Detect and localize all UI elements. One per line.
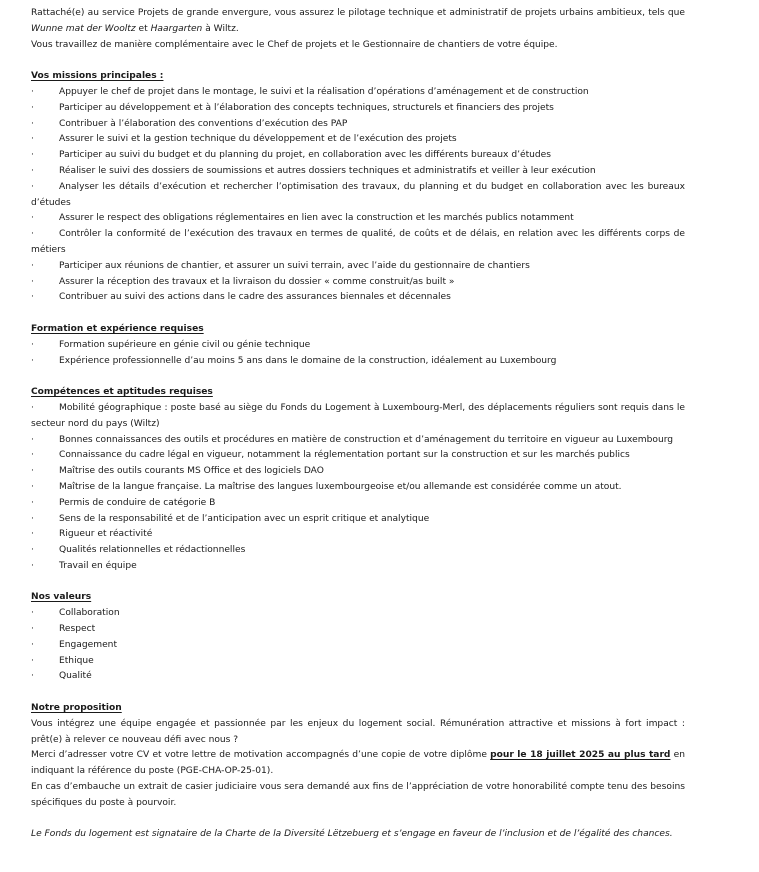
formation-heading: Formation et expérience requises (31, 323, 204, 334)
list-item-text: Formation supérieure en génie civil ou génie technique (59, 339, 311, 350)
bullet-icon: · (31, 134, 34, 145)
list-item-text: Rigueur et réactivité (59, 529, 153, 540)
list-item (31, 401, 685, 433)
list-item-text: Assurer la réception des travaux et la livraison du dossier « comme construit/as built » (59, 276, 455, 287)
intro-paragraph (31, 6, 685, 38)
bullet-icon: · (31, 481, 34, 492)
bullet-icon: · (31, 639, 34, 650)
missions-list (31, 85, 685, 306)
bullet-icon: · (31, 402, 34, 413)
list-item-text: Appuyer le chef de projet dans le montage, le suivi et la réalisation d’opérations d’aménagement et de construction (59, 86, 589, 97)
list-item-text: Contrôler la conformité de l’exécution des travaux en termes de qualité, de coûts et de délais, en relation avec les différents corps de métiers (31, 229, 685, 255)
bullet-icon: · (31, 86, 34, 97)
diversity-charter-note: Le Fonds du logement est signataire de la Charte de la Diversité Lëtzebuerg et s’engage en faveur de l’inclusion et de l’égalité des chances. (31, 829, 673, 840)
intro-text-end: à Wiltz. (202, 23, 239, 34)
list-item-text: Participer au développement et à l’élaboration des concepts techniques, structurels et financiers des projets (59, 102, 554, 113)
formation-list (31, 338, 685, 370)
project-name-haargarten: Haargarten (150, 23, 203, 34)
list-item (31, 132, 685, 148)
list-item-text: Collaboration (59, 608, 120, 619)
list-item (31, 559, 685, 575)
list-item-text: Mobilité géographique : poste basé au siège du Fonds du Logement à Luxembourg-Merl, des déplacements réguliers sont requis dans le secteur nord du pays (Wiltz) (31, 402, 685, 429)
list-item (31, 338, 685, 354)
list-item (31, 101, 685, 117)
bullet-icon: · (31, 339, 34, 350)
intro-team-line: Vous travaillez de manière complémentaire avec le Chef de projets et le Gestionnaire de chantiers de votre équipe. (31, 39, 558, 50)
bullet-icon: · (31, 102, 34, 113)
competences-list (31, 401, 685, 575)
list-item-text: Respect (59, 624, 96, 635)
list-item (31, 606, 685, 622)
bullet-icon: · (31, 545, 34, 556)
list-item (31, 354, 685, 370)
list-item-text: Expérience professionnelle d’au moins 5 ans dans le domaine de la construction, idéalement au Luxembourg (59, 355, 557, 366)
list-item (31, 117, 685, 133)
list-item (31, 148, 685, 164)
list-item (31, 464, 685, 480)
list-item (31, 290, 685, 306)
bullet-icon: · (31, 466, 34, 477)
intro-text-and: et (135, 23, 151, 34)
bullet-icon: · (31, 229, 34, 240)
bullet-icon: · (31, 450, 34, 461)
list-item (31, 654, 685, 670)
bullet-icon: · (31, 671, 34, 682)
list-item-text: Contribuer au suivi des actions dans le cadre des assurances biennales et décennales (59, 292, 451, 303)
list-item (31, 275, 685, 291)
list-item (31, 512, 685, 528)
list-item (31, 669, 685, 685)
list-item-text: Travail en équipe (59, 560, 137, 571)
list-item-text: Assurer le suivi et la gestion technique du développement et de l’exécution des projets (59, 134, 457, 145)
application-reference: en indiquant la référence du poste (PGE-CHA-OP-25-01). (31, 750, 686, 777)
bullet-icon: · (31, 434, 34, 445)
list-item (31, 259, 685, 275)
list-item-text: Assurer le respect des obligations réglementaires en lien avec la construction et les marchés publics notamment (59, 213, 574, 224)
application-text: Merci d’adresser votre CV et votre lettre de motivation accompagnés d’une copie de votre diplôme (31, 750, 491, 761)
list-item (31, 638, 685, 654)
bullet-icon: · (31, 165, 34, 176)
list-item (31, 180, 685, 212)
proposition-heading: Notre proposition (31, 703, 122, 714)
list-item (31, 527, 685, 543)
list-item-text: Réaliser le suivi des dossiers de soumissions et autres dossiers techniques et administratifs et veiller à leur exécution (59, 165, 596, 176)
list-item-text: Connaissance du cadre légal en vigueur, notamment la réglementation portant sur la construction et sur les marchés publics (59, 450, 630, 461)
list-item (31, 85, 685, 101)
valeurs-heading: Nos valeurs (31, 592, 92, 603)
list-item-text: Permis de conduire de catégorie B (59, 497, 216, 508)
application-deadline: pour le 18 juillet 2025 au plus tard (490, 750, 671, 761)
list-item (31, 211, 685, 227)
list-item (31, 164, 685, 180)
list-item-text: Participer aux réunions de chantier, et assurer un suivi terrain, avec l’aide du gestionnaire de chantiers (59, 260, 530, 271)
list-item-text: Participer au suivi du budget et du planning du projet, en collaboration avec les différents bureaux d’études (59, 150, 552, 161)
missions-heading: Vos missions principales : (31, 71, 164, 82)
bullet-icon: · (31, 213, 34, 224)
bullet-icon: · (31, 276, 34, 287)
list-item-text: Qualités relationnelles et rédactionnelles (59, 545, 246, 556)
bullet-icon: · (31, 497, 34, 508)
bullet-icon: · (31, 181, 34, 192)
intro-text: Rattaché(e) au service Projets de grande envergure, vous assurez le pilotage technique et administratif de projets urbains ambitieux, tels que (31, 8, 685, 18)
list-item-text: Analyser les détails d’exécution et rechercher l’optimisation des travaux, du planning et du budget en collaboration avec les bureaux d’études (31, 181, 685, 208)
project-name-wooltz: Wunne mat der Wooltz (31, 23, 136, 34)
list-item (31, 433, 685, 449)
bullet-icon: · (31, 560, 34, 571)
list-item (31, 622, 685, 638)
competences-heading: Compétences et aptitudes requises (31, 387, 213, 398)
bullet-icon: · (31, 355, 34, 366)
list-item-text: Bonnes connaissances des outils et procédures en matière de construction et d’aménagement du territoire en vigueur au Luxembourg (59, 434, 674, 445)
list-item-text: Maîtrise de la langue française. La maîtrise des langues luxembourgeoise et/ou allemande est considérée comme un atout. (59, 481, 622, 492)
list-item (31, 448, 685, 464)
list-item (31, 227, 685, 259)
bullet-icon: · (31, 529, 34, 540)
list-item-text: Engagement (59, 639, 118, 650)
list-item (31, 480, 685, 496)
valeurs-list (31, 606, 685, 685)
list-item (31, 543, 685, 559)
bullet-icon: · (31, 260, 34, 271)
list-item-text: Maîtrise des outils courants MS Office et des logiciels DAO (59, 466, 324, 477)
bullet-icon: · (31, 118, 34, 129)
proposition-paragraph: Vous intégrez une équipe engagée et passionnée par les enjeux du logement social. Rémunération attractive et missions à fort impact : prêt(e) à relever ce nouveau défi avec nous ? (31, 718, 685, 745)
bullet-icon: · (31, 513, 34, 524)
list-item-text: Ethique (59, 655, 94, 666)
bullet-icon: · (31, 608, 34, 619)
bullet-icon: · (31, 150, 34, 161)
list-item-text: Contribuer à l’élaboration des conventions d’exécution des PAP (59, 118, 348, 129)
application-paragraph (31, 748, 685, 780)
list-item-text: Sens de la responsabilité et de l’anticipation avec un esprit critique et analytique (59, 513, 430, 524)
criminal-record-paragraph: En cas d’embauche un extrait de casier judiciaire vous sera demandé aux fins de l’appréciation de votre honorabilité compte tenu des besoins spécifiques du poste à pourvoir. (31, 782, 685, 808)
bullet-icon: · (31, 655, 34, 666)
list-item-text: Qualité (59, 671, 92, 682)
bullet-icon: · (31, 624, 34, 635)
list-item (31, 496, 685, 512)
bullet-icon: · (31, 292, 34, 303)
